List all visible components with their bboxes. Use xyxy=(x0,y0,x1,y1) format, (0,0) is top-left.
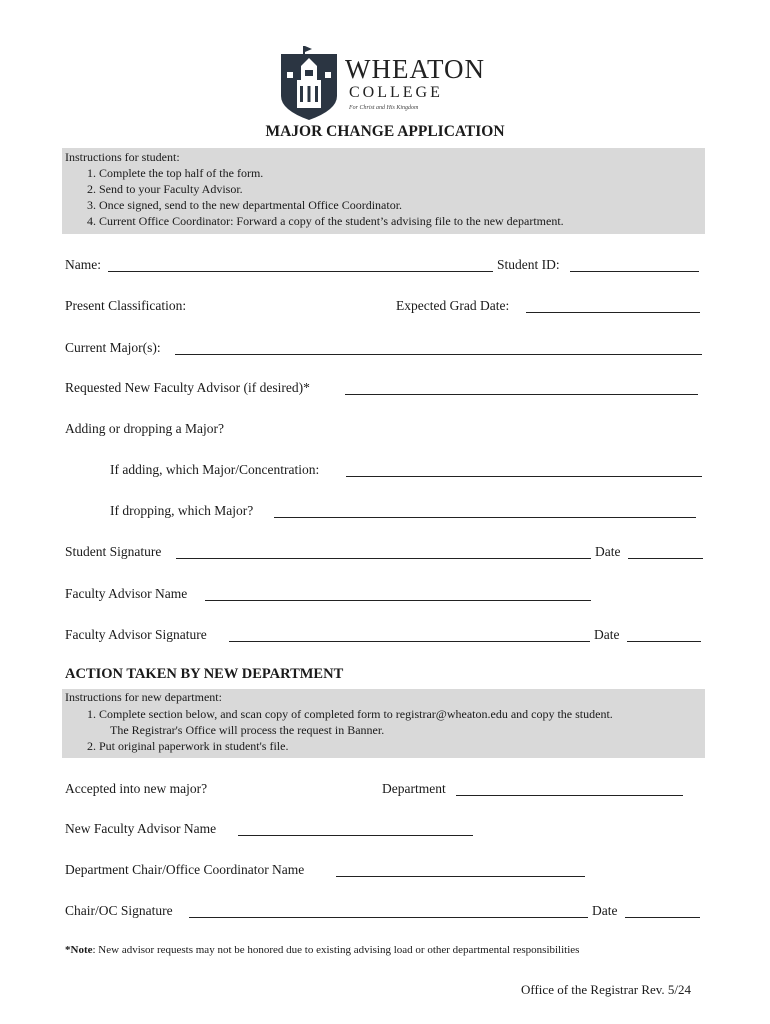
department-label: Department xyxy=(382,781,446,796)
if-adding-field[interactable] xyxy=(346,464,702,477)
footer-revision: Office of the Registrar Rev. 5/24 xyxy=(521,982,692,997)
if-dropping-label: If dropping, which Major? xyxy=(110,503,254,518)
student-instructions-heading: Instructions for student: xyxy=(65,150,180,164)
faculty-advisor-signature-field[interactable] xyxy=(229,629,590,642)
logo-motto: For Christ and His Kingdom xyxy=(349,105,419,111)
if-adding-label: If adding, which Major/Concentration: xyxy=(110,462,320,477)
page-title: MAJOR CHANGE APPLICATION xyxy=(265,123,505,140)
footnote-text: : New advisor requests may not be honored due to existing advising load or other departmental responsibilities xyxy=(92,944,580,956)
expected-grad-date-label: Expected Grad Date: xyxy=(396,298,510,313)
instruction-item: 4. Current Office Coordinator: Forward a copy of the student’s advising file to the new department. xyxy=(87,214,564,228)
chapel-icon xyxy=(279,44,339,120)
new-advisor-name-field[interactable] xyxy=(238,823,473,836)
logo-name: WHEATON xyxy=(345,54,485,84)
footnote-label: *Note xyxy=(65,944,93,956)
if-dropping-field[interactable] xyxy=(274,505,696,518)
faculty-advisor-signature-label: Faculty Advisor Signature xyxy=(65,627,207,642)
student-signature-label: Student Signature xyxy=(65,544,162,559)
department-instruction-item: The Registrar's Office will process the request in Banner. xyxy=(110,723,385,737)
chair-signature-field[interactable] xyxy=(189,905,588,918)
current-majors-field[interactable] xyxy=(175,342,702,355)
department-instruction-item: 2. Put original paperwork in student's file. xyxy=(87,739,289,753)
faculty-advisor-date-field[interactable] xyxy=(627,629,701,642)
student-id-field[interactable] xyxy=(570,259,699,272)
department-section-heading: ACTION TAKEN BY NEW DEPARTMENT xyxy=(65,666,344,682)
requested-advisor-label: Requested New Faculty Advisor (if desired)* xyxy=(65,380,310,395)
department-field[interactable] xyxy=(456,783,683,796)
college-logo xyxy=(279,44,494,120)
chair-name-field[interactable] xyxy=(336,864,585,877)
name-label: Name: xyxy=(65,257,101,272)
footnote xyxy=(65,944,579,956)
requested-advisor-field[interactable] xyxy=(345,382,698,395)
department-instruction-item: 1. Complete section below, and scan copy of completed form to registrar@wheaton.edu and copy the student. xyxy=(87,707,613,721)
student-id-label: Student ID: xyxy=(497,257,560,272)
instruction-item: 1. Complete the top half of the form. xyxy=(87,166,264,180)
chair-signature-label: Chair/OC Signature xyxy=(65,903,173,918)
chair-signature-date-field[interactable] xyxy=(625,905,700,918)
faculty-advisor-name-field[interactable] xyxy=(205,588,591,601)
student-signature-field[interactable] xyxy=(176,546,591,559)
accepted-label: Accepted into new major? xyxy=(65,781,208,796)
new-advisor-name-label: New Faculty Advisor Name xyxy=(65,821,217,836)
chair-signature-date-label: Date xyxy=(592,903,618,918)
present-classification-label: Present Classification: xyxy=(65,298,187,313)
logo-sub: COLLEGE xyxy=(349,84,443,101)
faculty-advisor-date-label: Date xyxy=(594,627,620,642)
adding-dropping-label: Adding or dropping a Major? xyxy=(65,421,224,436)
instruction-item: 3. Once signed, send to the new departmental Office Coordinator. xyxy=(87,198,403,212)
faculty-advisor-name-label: Faculty Advisor Name xyxy=(65,586,188,601)
current-majors-label: Current Major(s): xyxy=(65,340,161,355)
department-instructions-heading: Instructions for new department: xyxy=(65,690,222,704)
name-field[interactable] xyxy=(108,259,493,272)
instruction-item: 2. Send to your Faculty Advisor. xyxy=(87,182,243,196)
student-signature-date-field[interactable] xyxy=(628,546,703,559)
student-instructions-box xyxy=(62,148,705,234)
chair-name-label: Department Chair/Office Coordinator Name xyxy=(65,862,305,877)
department-instructions-box xyxy=(62,689,705,758)
expected-grad-date-field[interactable] xyxy=(526,300,700,313)
student-signature-date-label: Date xyxy=(595,544,621,559)
